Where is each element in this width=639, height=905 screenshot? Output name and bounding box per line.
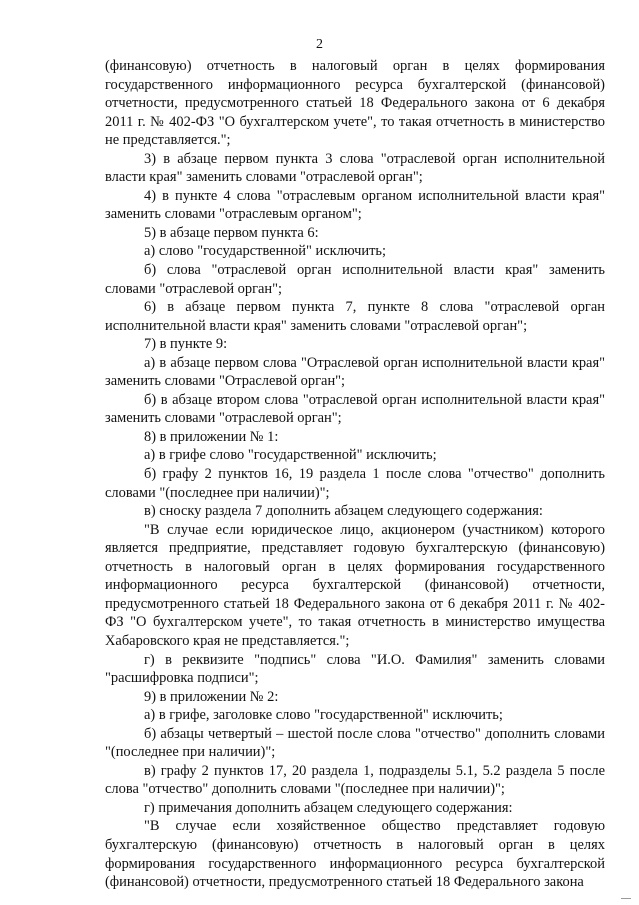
paragraph: а) в абзаце первом слова "Отраслевой орган исполнительной власти края" заменить словами "Отраслевой орган"; [105, 354, 605, 390]
document-body [105, 57, 605, 892]
paragraph: а) в грифе, заголовке слово "государственной" исключить; [144, 707, 503, 724]
paragraph: 8) в приложении № 1: [144, 428, 279, 445]
paragraph: 7) в пункте 9: [144, 336, 228, 353]
paragraph: 4) в пункте 4 слова "отраслевым органом исполнительной власти края" заменить словами "отраслевым органом"; [105, 187, 605, 223]
paragraph: 9) в приложении № 2: [144, 688, 279, 705]
paragraph: б) слова "отраслевой орган исполнительной власти края" заменить словами "отраслевой орган"; [105, 262, 605, 297]
paragraph: в) графу 2 пунктов 17, 20 раздела 1, подразделы 5.1, 5.2 раздела 5 после слова "отчество" дополнить словами "(последнее при наличии)"; [105, 762, 605, 798]
page-number: 2 [316, 37, 323, 52]
paragraph: 3) в абзаце первом пункта 3 слова "отраслевой орган исполнительной власти края" заменить словами "отраслевой орган"; [105, 150, 605, 186]
paragraph: 5) в абзаце первом пункта 6: [144, 224, 319, 241]
paragraph: г) примечания дополнить абзацем следующего содержания: [144, 799, 513, 816]
paragraph: г) в реквизите "подпись" слова "И.О. Фамилия" заменить словами "расшифровка подписи"; [105, 651, 605, 687]
paragraph: "В случае если юридическое лицо, акционером (участником) которого является предприятие, представляет годовую бухгалтерскую (финансовую) отчетность в налоговый орган в целях формирования государственного информационного ресурса бухгалтерской (финансовой) отчетности, предусмотренного статьей 18 Федерального закона от 6 декабря 2011 г. № 402-ФЗ "О бухгалтерском учете", то такая отчетность в министерство имущества Хабаровского края не представляется."; [105, 521, 605, 649]
paragraph: а) в грифе слово "государственной" исключить; [144, 447, 437, 464]
paragraph: "В случае если хозяйственное общество представляет годовую бухгалтерскую (финансовую) отчетность в налоговый орган в целях формирования государственного информационного ресурса бухгалтерской (финансовой) отчетности, предусмотренного статьей 18 Федерального закона [105, 818, 605, 891]
paragraph: а) слово "государственной" исключить; [144, 243, 386, 260]
paragraph: б) абзацы четвертый – шестой после слова "отчество" дополнить словами "(последнее при наличии)"; [105, 725, 605, 761]
paragraph: б) в абзаце втором слова "отраслевой орган исполнительной власти края" заменить словами "отраслевой орган"; [105, 391, 605, 427]
paragraph: б) графу 2 пунктов 16, 19 раздела 1 после слова "отчество" дополнить словами "(последнее при наличии)"; [105, 466, 605, 501]
paragraph: в) сноску раздела 7 дополнить абзацем следующего содержания: [144, 503, 543, 520]
paragraph: (финансовую) отчетность в налоговый орган в целях формирования государственного информационного ресурса бухгалтерской (финансовой) отчетности, предусмотренного статьей 18 Федерального закона от 6 декабря 2011 г. № 402-ФЗ "О бухгалтерском учете", то такая отчетность в министерство не представляется."; [105, 58, 605, 149]
paragraph: 6) в абзаце первом пункта 7, пункте 8 слова "отраслевой орган исполнительной власти края" заменить словами "отраслевой орган"; [105, 299, 605, 334]
scan-edge-mark [621, 898, 631, 899]
